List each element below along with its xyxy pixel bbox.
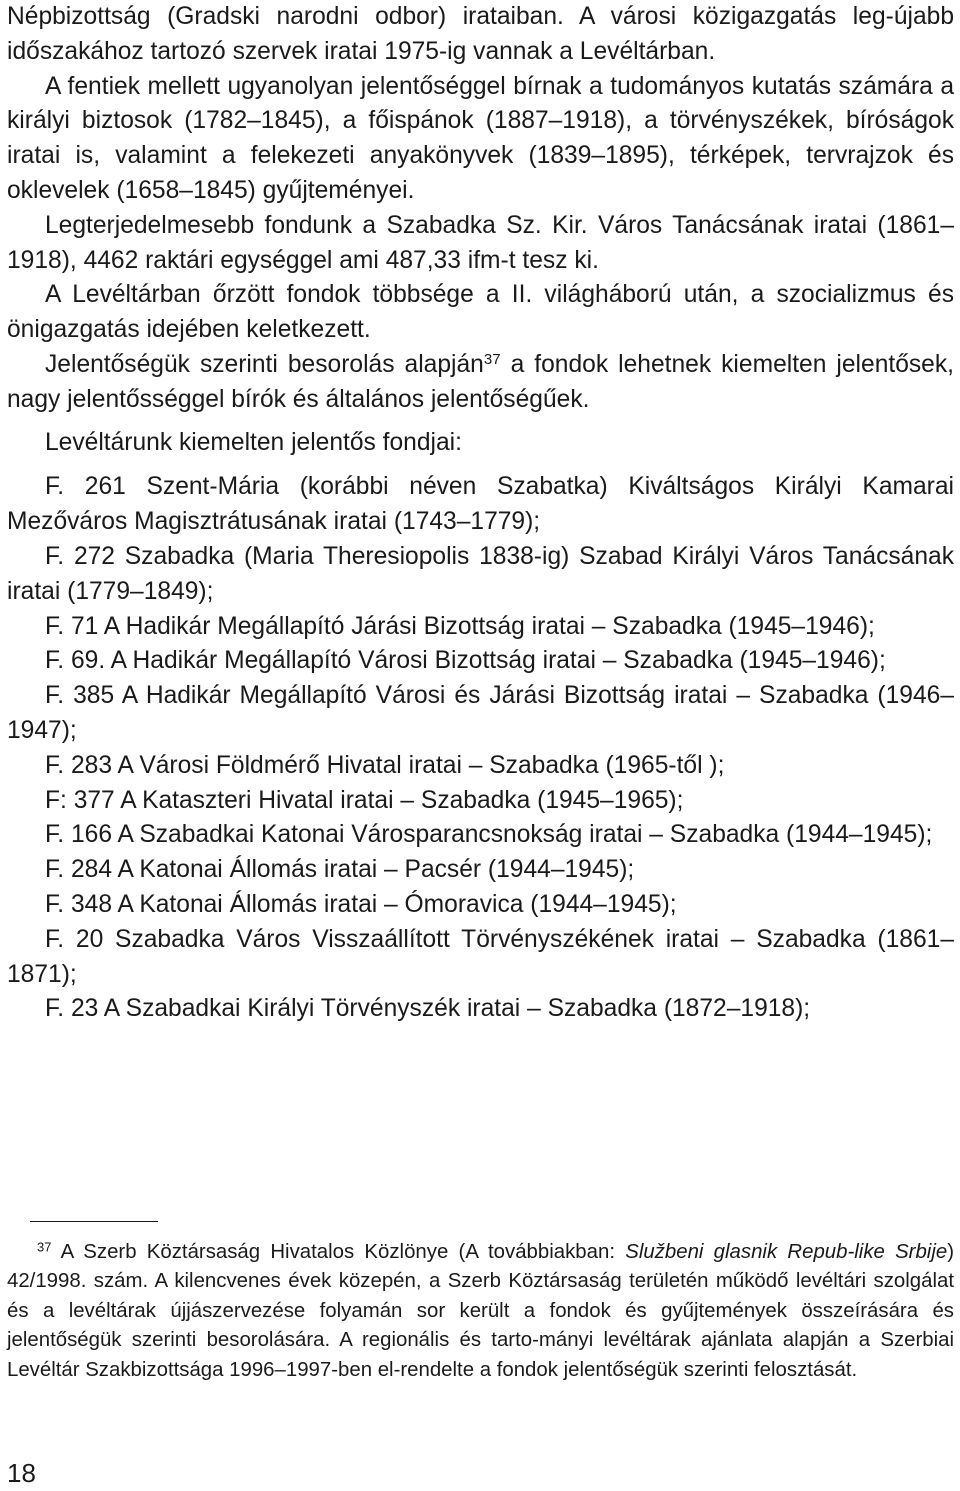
paragraph-5-start: Jelentőségük szerinti besorolás alapján [45, 350, 484, 378]
paragraph-3: Legterjedelmesebb fondunk a Szabadka Sz. Kir. Város Tanácsának iratai (1861–1918), 4462 raktári egységgel ami 487,33 ifm-t tesz ki. [7, 211, 954, 274]
fond-item: F. 284 A Katonai Állomás iratai – Pacsér (1944–1945); [45, 856, 635, 884]
paragraph-5-end: a fondok lehetnek kiemelten jelentősek, nagy jelentősséggel bírók és általános jelentőségűek. [7, 350, 954, 413]
footnote-text [7, 1238, 954, 1385]
footnote-reference[interactable]: 37 [483, 350, 501, 368]
footnote-italic-title: Službeni glasnik Repub-like Srbije [625, 1241, 948, 1263]
fond-item: F. 385 A Hadikár Megállapító Városi és Járási Bizottság iratai – Szabadka (1946–1947); [7, 682, 954, 744]
list-heading: Levéltárunk kiemelten jelentős fondjai: [45, 428, 462, 456]
fond-item: F. 272 Szabadka (Maria Theresiopolis 1838-ig) Szabad Királyi Város Tanácsának iratai (1779–1849); [7, 542, 954, 605]
fond-item: F. 348 A Katonai Állomás iratai – Ómoravica (1944–1945); [45, 890, 677, 918]
paragraph-5 [7, 348, 954, 418]
fond-item: F. 261 Szent-Mária (korábbi néven Szabatka) Kiváltságos Királyi Kamarai Mezőváros Magisztrátusának iratai (1743–1779); [7, 473, 954, 536]
footnote [7, 1238, 954, 1385]
page-body [7, 0, 954, 1027]
fond-item: F. 283 A Városi Földmérő Hivatal iratai – Szabadka (1965-től ); [45, 751, 725, 779]
paragraph-2: A fentiek mellett ugyanolyan jelentőséggel bírnak a tudományos kutatás számára a királyi biztosok (1782–1845), a főispánok (1887–1918), a törvényszékek, bíróságok iratai is, valamint a felekezeti anyakönyvek (1839–1895), térképek, tervrajzok és oklevelek (1658–1845) gyűjteményei. [7, 72, 954, 204]
footnote-divider [30, 1221, 158, 1222]
fond-item: F. 20 Szabadka Város Visszaállított Törvényszékének iratai – Szabadka (1861–1871); [7, 925, 954, 988]
footnote-number: 37 [37, 1239, 52, 1255]
footnote-text-start: A Szerb Köztársaság Hivatalos Közlönye (A továbbiakban: [51, 1241, 626, 1263]
paragraph-1: Népbizottság (Gradski narodni odbor) irataiban. A városi közigazgatás leg-újabb időszakához tartozó szervek iratai 1975-ig vannak a Levéltárban. [7, 3, 954, 65]
fond-item: F. 166 A Szabadkai Katonai Városparancsnokság iratai – Szabadka (1944–1945); [45, 821, 933, 849]
page-number: 18 [7, 1458, 36, 1488]
fond-item: F. 23 A Szabadkai Királyi Törvényszék iratai – Szabadka (1872–1918); [45, 995, 811, 1023]
footnote-text-end: ) 42/1998. szám. A kilencvenes évek közepén, a Szerb Köztársaság területén működő levéltári szolgálat és a levéltárak újjászervezése folyamán sor került a fondok és gyűjtemények összeírására és jelentőségük szerinti besorolására. A regionális és tarto-mányi levéltárak ajánlata alapján a Szerbiai Levéltár Szakbizottsága 1996–1997-ben el-rendelte a fondok jelentőségük szerinti felosztását. [7, 1241, 955, 1381]
fond-item: F. 69. A Hadikár Megállapító Városi Bizottság iratai – Szabadka (1945–1946); [45, 647, 886, 675]
paragraph-4: A Levéltárban őrzött fondok többsége a II. világháború után, a szocializmus és önigazgatás idejében keletkezett. [7, 281, 954, 344]
fond-item: F: 377 A Kataszteri Hivatal iratai – Szabadka (1945–1965); [45, 786, 684, 814]
fond-list [7, 470, 954, 1027]
fond-item: F. 71 A Hadikár Megállapító Járási Bizottság iratai – Szabadka (1945–1946); [45, 612, 875, 640]
